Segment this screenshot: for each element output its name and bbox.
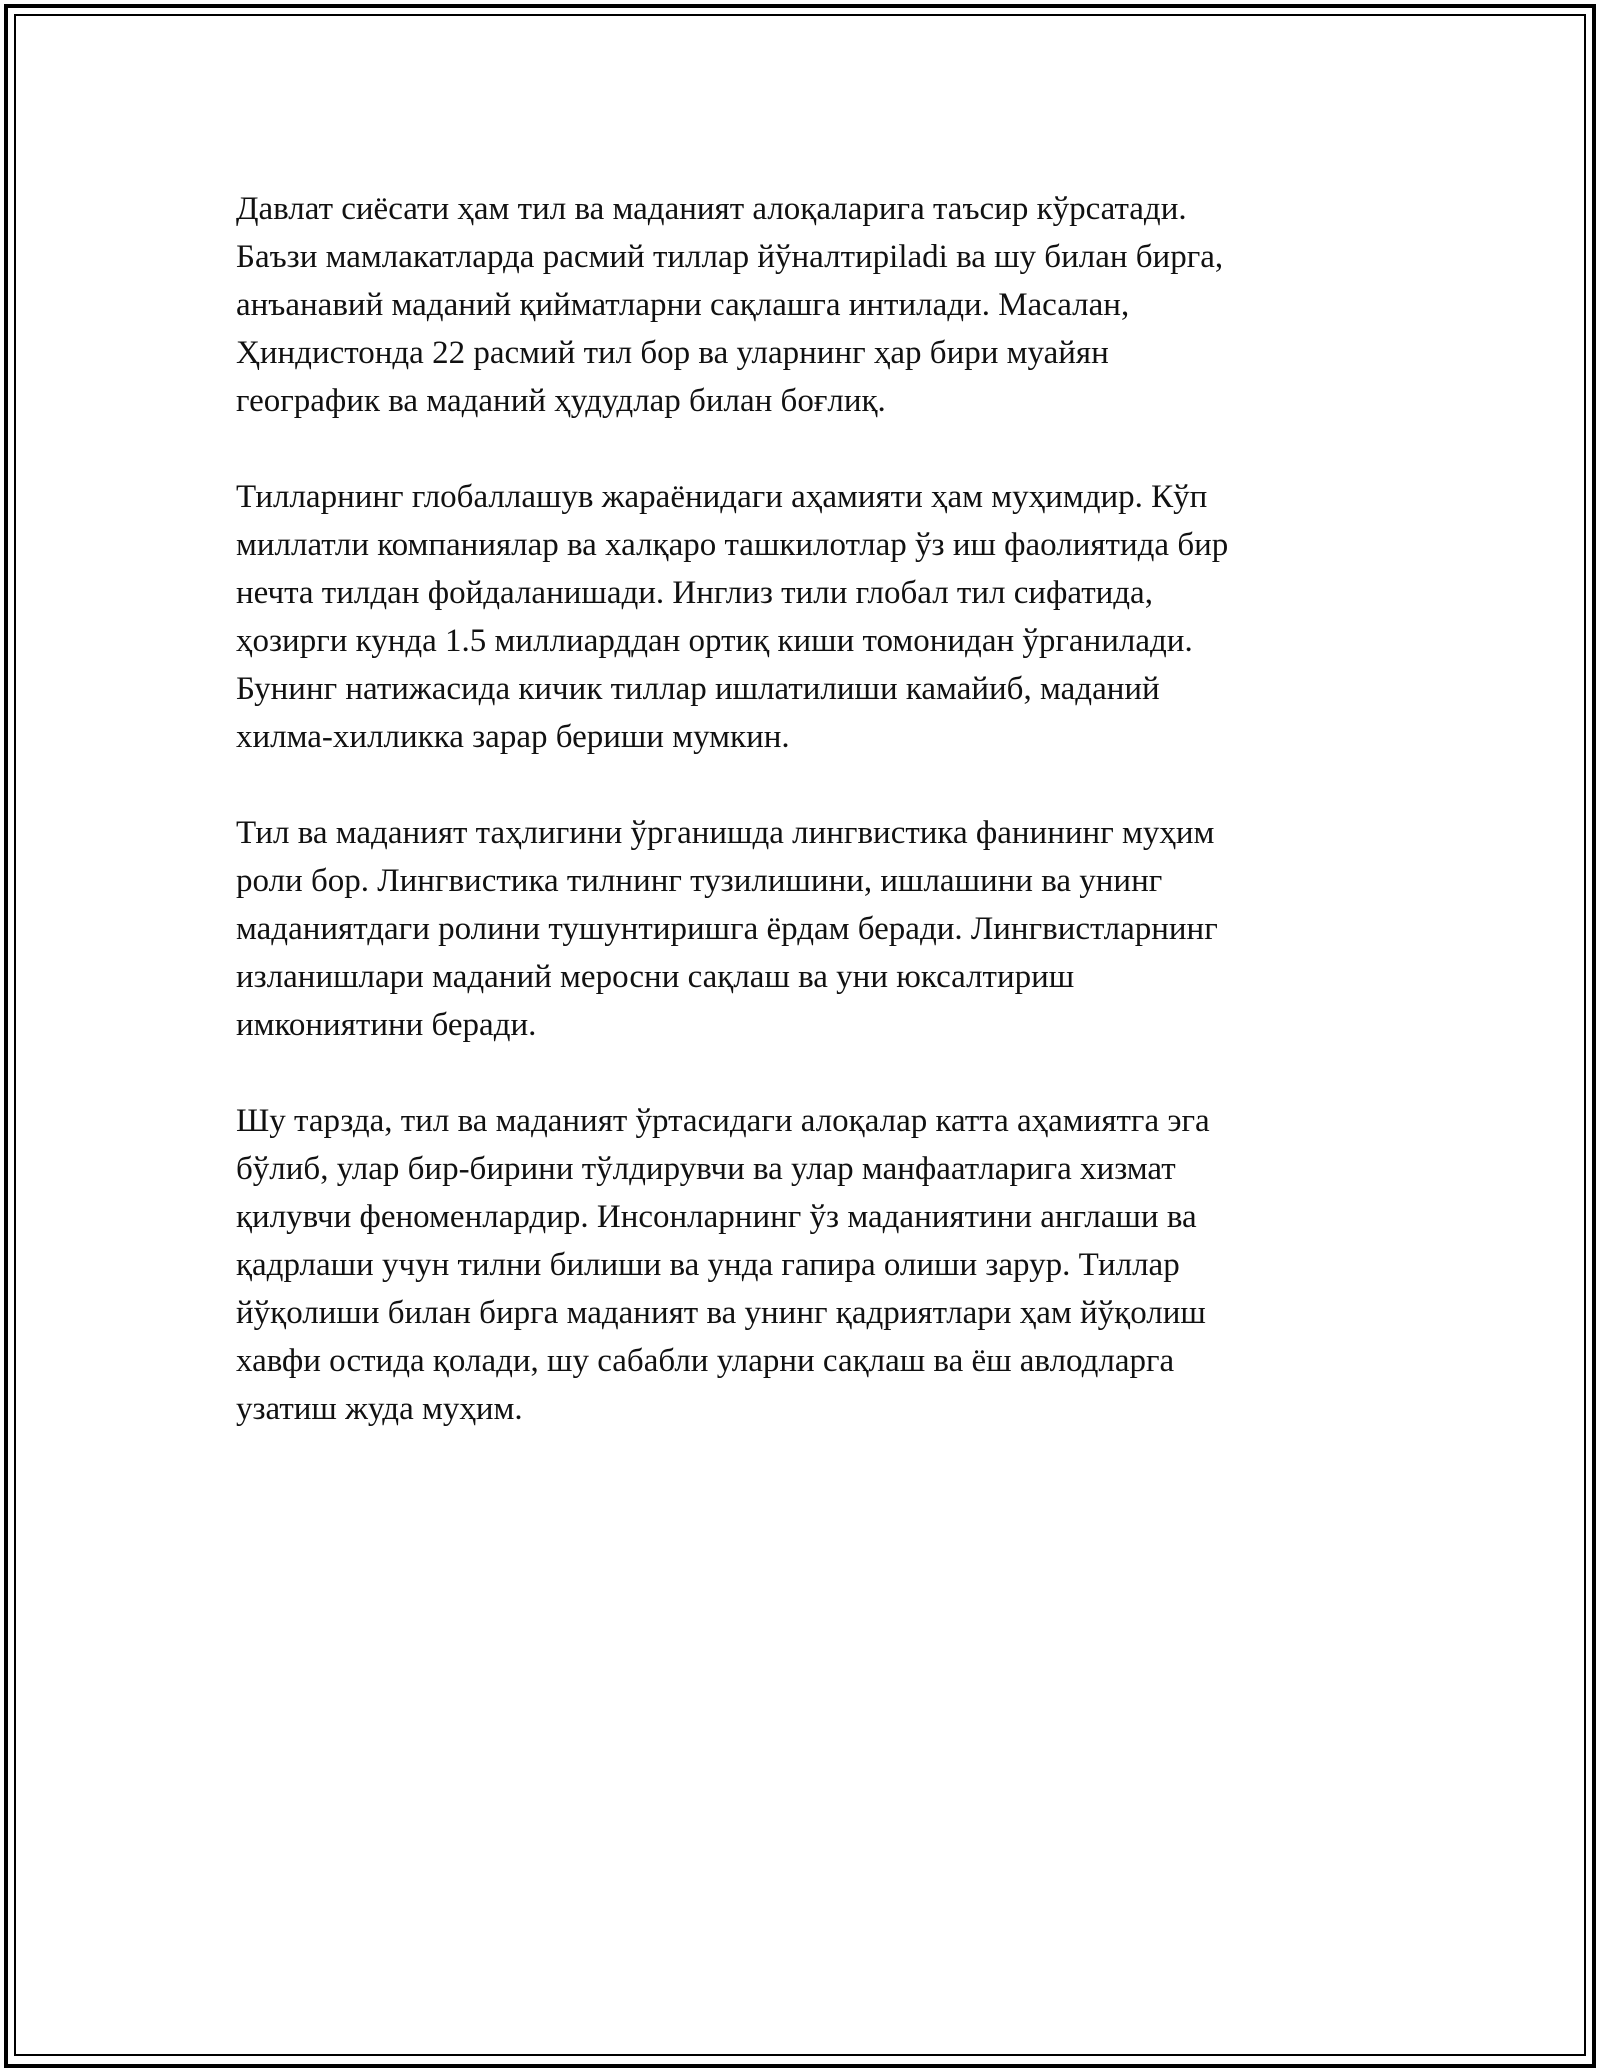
paragraph-2: [236, 473, 1356, 761]
text-line: нечта тилдан фойдаланишади. Инглиз тили глобал тил сифатида,: [236, 575, 1153, 611]
text-line: имкониятини беради.: [236, 1007, 537, 1043]
text-line: қадрлаши учун тилни билиши ва унда гапира олиши зарур. Тиллар: [236, 1247, 1180, 1283]
text-line: бўлиб, улар бир-бирини тўлдирувчи ва улар манфаатларига хизмат: [236, 1151, 1176, 1187]
text-line: анъанавий маданий қийматларни сақлашга интилади. Масалан,: [236, 287, 1130, 323]
text-line: қилувчи феноменлардир. Инсонларнинг ўз маданиятини англаши ва: [236, 1199, 1197, 1235]
document-body: [236, 185, 1356, 1481]
text-line: Шу тарзда, тил ва маданият ўртасидаги алоқалар катта аҳамиятга эга: [236, 1103, 1210, 1139]
text-line: Давлат сиёсати ҳам тил ва маданият алоқаларига таъсир кўрсатади.: [236, 191, 1187, 227]
paragraph-1: [236, 185, 1356, 425]
text-line: йўқолиши билан бирга маданият ва унинг қадриятлари ҳам йўқолиш: [236, 1295, 1206, 1331]
text-line: Тил ва маданият таҳлигини ўрганишда лингвистика фанининг муҳим: [236, 815, 1215, 851]
text-line: хавфи остида қолади, шу сабабли уларни сақлаш ва ёш авлодларга: [236, 1343, 1175, 1379]
text-line: ҳозирги кунда 1.5 миллиарддан ортиқ киши томонидан ўрганилади.: [236, 623, 1193, 659]
paragraph-3: [236, 809, 1356, 1049]
text-line: Бунинг натижасида кичик тиллар ишлатилиши камайиб, маданий: [236, 671, 1160, 707]
text-line: Баъзи мамлакатларда расмий тиллар йўналтирiladi ва шу билан бирга,: [236, 239, 1224, 275]
text-line: географик ва маданий ҳудудлар билан боғлиқ.: [236, 383, 886, 419]
text-line: маданиятдаги ролини тушунтиришга ёрдам беради. Лингвистларнинг: [236, 911, 1218, 947]
text-line: Тилларнинг глобаллашув жараёнидаги аҳамияти ҳам муҳимдир. Кўп: [236, 479, 1208, 515]
text-line: Ҳиндистонда 22 расмий тил бор ва уларнинг ҳар бири муайян: [236, 335, 1109, 371]
text-line: хилма-хилликка зарар бериши мумкин.: [236, 719, 790, 755]
text-line: роли бор. Лингвистика тилнинг тузилишини, ишлашини ва унинг: [236, 863, 1163, 899]
paragraph-4: [236, 1097, 1356, 1433]
text-line: миллатли компаниялар ва халқаро ташкилотлар ўз иш фаолиятида бир: [236, 527, 1229, 563]
text-line: изланишлари маданий меросни сақлаш ва уни юксалтириш: [236, 959, 1075, 995]
text-line: узатиш жуда муҳим.: [236, 1391, 523, 1427]
